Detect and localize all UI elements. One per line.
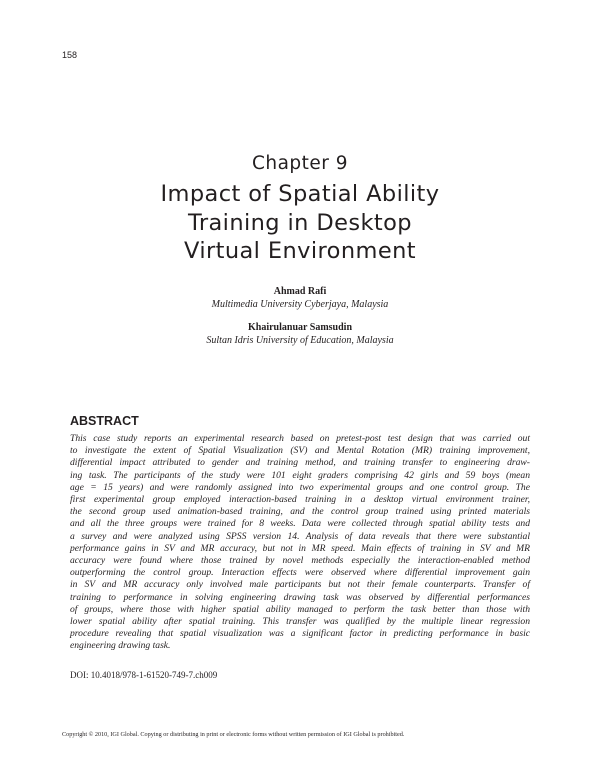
- abstract-line: lower spatial ability after spatial training. This transfer was qualified by the multiple linear regression: [70, 616, 530, 628]
- author-name: Ahmad Rafi: [273, 286, 327, 297]
- page-number: 158: [62, 50, 78, 60]
- chapter-title: [0, 180, 600, 266]
- doi: DOI: 10.4018/978-1-61520-749-7.ch009: [70, 670, 218, 680]
- abstract-line: performance gains in SV and MR accuracy, but not in MR speed. Main effects of training in SV and MR: [70, 542, 530, 554]
- abstract-line: This case study reports an experimental research based on pretest-post test design that was carried out: [70, 433, 530, 444]
- author-affiliation: Multimedia University Cyberjaya, Malaysia: [211, 299, 389, 310]
- abstract-line: ing task. The participants of the study were 101 eight graders comprising 42 girls and 59 boys (mean: [70, 469, 530, 481]
- title-line: Training in Desktop: [188, 209, 412, 236]
- abstract-body: [70, 433, 530, 653]
- chapter-label: Chapter 9: [251, 153, 349, 174]
- abstract-line: procedure revealing that spatial visualization was a significant factor in predicting performance in basic: [70, 628, 530, 640]
- abstract-line: and all the three groups were trained for 8 weeks. Data were collected through spatial ability tests and: [70, 518, 530, 530]
- author-affiliation: Sultan Idris University of Education, Malaysia: [206, 335, 394, 346]
- abstract-line: first experimental group employed interaction-based training in a desktop virtual environment trainer,: [70, 494, 530, 506]
- abstract-line: of groups, where those with higher spatial ability managed to perform the task better than those with: [70, 603, 530, 615]
- title-line: Impact of Spatial Ability: [160, 181, 440, 207]
- abstract-line: outperforming the control group. Interaction effects were observed where differential improvement gain: [70, 567, 530, 579]
- abstract-line: differential impact attributed to gender and training method, and training transfer to engineering draw-: [70, 457, 530, 469]
- abstract-line: accuracy were found where those trained by novel methods especially the interaction-enabled method: [70, 555, 530, 567]
- abstract-line: in SV and MR accuracy only involved male participants but not their female counterparts. Transfer of: [70, 579, 530, 591]
- abstract-heading: ABSTRACT: [70, 414, 139, 428]
- abstract-line: age = 15 years) and were randomly assigned into two experimental groups and one control group. The: [70, 481, 530, 493]
- author-block: [0, 285, 600, 311]
- abstract-line: to investigate the extent of Spatial Visualization (SV) and Mental Rotation (MR) training improvement,: [70, 445, 530, 457]
- author-block: [0, 321, 600, 347]
- abstract-line: engineering drawing task.: [70, 640, 171, 652]
- title-line: Virtual Environment: [184, 238, 416, 264]
- author-name: Khairulanuar Samsudin: [247, 322, 353, 333]
- abstract-line: training to performance in solving engineering drawing task was observed by differential performances: [70, 591, 530, 603]
- copyright-notice: Copyright © 2010, IGI Global. Copying or distributing in print or electronic forms without written permission of IGI Global is prohibited.: [62, 731, 405, 738]
- abstract-line: a survey and were analyzed using SPSS version 14. Analysis of data reveals that there were substantial: [70, 530, 530, 542]
- abstract-line: the second group used animation-based training, and the control group trained using printed materials: [70, 506, 530, 518]
